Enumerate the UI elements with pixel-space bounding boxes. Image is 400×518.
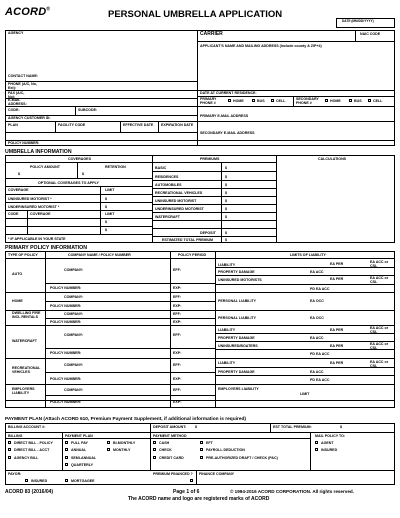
method-payroll-checkbox[interactable] (200, 448, 203, 451)
type-auto: AUTO (12, 272, 23, 276)
payment-plan-label: PAYMENT PLAN (65, 434, 93, 438)
primary-section-title: PRIMARY POLICY INFORMATION (5, 245, 87, 251)
primary-email-label: PRIMARY E-MAIL ADDRESS (200, 114, 249, 118)
plan-quarterly-checkbox[interactable] (65, 463, 68, 466)
phone-label: PHONE (A/C, No, Ext): (8, 82, 37, 90)
primary-home-checkbox[interactable] (228, 99, 231, 102)
retention-label: RETENTION (105, 165, 126, 169)
acord-logo: ACORD® (5, 6, 51, 18)
type-employers: EMPLOYERS LIABILITY (12, 387, 35, 395)
email-label: E-MAIL ADDRESS: (8, 98, 27, 106)
premium-residences: RESIDENCES (155, 175, 179, 179)
col-type: TYPE OF POLICY (8, 253, 38, 257)
method-cash-checkbox[interactable] (153, 441, 156, 444)
umbrella-block (5, 155, 395, 243)
billing-direct-policy-checkbox[interactable] (8, 441, 11, 444)
financed-yes-checkbox[interactable] (190, 479, 193, 482)
page-indicator: Page 1 of 6 (173, 489, 200, 495)
date-label: DATE (MM/DD/YYYY) (342, 19, 374, 23)
date-residence-label: DATE AT CURRENT RESIDENCE: (200, 91, 257, 95)
method-check-checkbox[interactable] (153, 448, 156, 451)
primary-bus-checkbox[interactable] (252, 99, 255, 102)
method-credit-card-checkbox[interactable] (153, 456, 156, 459)
limit-col-label: LIMIT (105, 188, 115, 192)
policy-number-label: POLICY NUMBER: (8, 141, 40, 145)
contact-name-label: CONTACT NAME: (8, 74, 39, 78)
coverages-header: COVERAGES (68, 157, 91, 161)
carrier-label: CARRIER (200, 31, 223, 37)
estimated-total-label: ESTIMATED TOTAL PREMIUM (162, 238, 214, 242)
policy-amount-label: POLICY AMOUNT (30, 165, 60, 169)
coverage-col-label-2: COVERAGE (30, 212, 51, 216)
premium-um: UNINSURED MOTORIST (155, 199, 197, 203)
billing-account-label: BILLING ACCOUNT #: (8, 425, 46, 429)
premium-automobiles: AUTOMOBILES (155, 183, 182, 187)
secondary-home-checkbox[interactable] (325, 99, 328, 102)
secondary-cell-checkbox[interactable] (368, 99, 371, 102)
type-home: HOME (12, 299, 23, 303)
billing-direct-acct-checkbox[interactable] (8, 448, 11, 451)
premium-basic: BASIC (155, 166, 167, 170)
payor-insured-checkbox[interactable] (25, 479, 28, 482)
type-watercraft: WATERCRAFT (12, 339, 37, 343)
umbrella-footnote: * IF APPLICABLE IN YOUR STATE (8, 237, 66, 241)
plan-semi-annual-checkbox[interactable] (65, 456, 68, 459)
billing-agency-checkbox[interactable] (8, 456, 11, 459)
plan-monthly-checkbox[interactable] (107, 448, 110, 451)
primary-phone-label: PRIMARY PHONE # (200, 97, 217, 105)
optional-coverages-label: OPTIONAL COVERAGES TO APPLY (38, 181, 99, 185)
plan-bi-monthly-checkbox[interactable] (107, 441, 110, 444)
plan-annual-checkbox[interactable] (65, 448, 68, 451)
col-company: COMPANY NAME / POLICY NUMBER (68, 253, 131, 257)
deposit-amount-label: DEPOSIT AMOUNT: (153, 425, 187, 429)
type-dwelling: DWELLING FIRE INCL RENTALS (12, 311, 41, 319)
optional-row-um: UNINSURED MOTORIST * (8, 197, 52, 201)
method-pac-checkbox[interactable] (200, 456, 203, 459)
secondary-email-label: SECONDARY E-MAIL ADDRESS (200, 131, 255, 135)
limit-col-label-2: LIMIT (105, 212, 115, 216)
mail-policy-label: MAIL POLICY TO: (315, 434, 346, 438)
secondary-phone-label: SECONDARY PHONE # (296, 97, 319, 105)
subcode-label: SUBCODE: (78, 108, 98, 112)
premium-uim: UNDERINSURED MOTORIST (155, 207, 204, 211)
umbrella-section-title: UMBRELLA INFORMATION (5, 149, 72, 155)
mail-insured-checkbox[interactable] (315, 448, 318, 451)
form-title: PERSONAL UMBRELLA APPLICATION (108, 9, 283, 20)
fax-label: FAX (A/C, No): (8, 91, 25, 99)
plan-full-pay-checkbox[interactable] (65, 441, 68, 444)
deposit-label: DEPOSIT (200, 231, 216, 235)
expiration-date-label: EXPIRATION DATE (161, 123, 194, 127)
facility-code-label: FACILITY CODE (58, 123, 86, 127)
payor-label: PAYOR: (8, 472, 22, 476)
code-col-label: CODE (8, 212, 19, 216)
agency-customer-id-label: AGENCY CUSTOMER ID: (8, 116, 51, 120)
copyright: © 1994-2016 ACORD CORPORATION. All rights reserved. (230, 489, 354, 494)
effective-date-label: EFFECTIVE DATE (123, 123, 154, 127)
secondary-bus-checkbox[interactable] (349, 99, 352, 102)
col-limits: LIMITS OF LIABILITY (290, 253, 326, 257)
code-label: CODE: (8, 108, 20, 112)
payment-section-title: PAYMENT PLAN (Attach ACORD 610, Premium Payment Supplement, if additional information is required) (5, 417, 247, 422)
method-eft-checkbox[interactable] (200, 441, 203, 444)
premiums-header: PREMIUMS (200, 157, 220, 161)
primary-cell-checkbox[interactable] (271, 99, 274, 102)
trademark: The ACORD name and logo are registered marks of ACORD (128, 496, 270, 502)
est-total-label: EST TOTAL PREMIUM: (273, 425, 312, 429)
coverage-col-label: COVERAGE (8, 188, 29, 192)
billing-label: BILLING (8, 434, 23, 438)
premium-watercraft: WATERCRAFT (155, 215, 180, 219)
premium-rec-vehicles: RECREATIONAL VEHICLES (155, 191, 203, 195)
premium-financed-label: PREMIUM FINANCED ? (153, 472, 193, 476)
col-period: POLICY PERIOD (178, 253, 207, 257)
payor-mortgagee-checkbox[interactable] (65, 479, 68, 482)
optional-row-uim: UNDERINSURED MOTORIST * (8, 205, 60, 209)
plan-label: PLAN (8, 123, 18, 127)
calculations-header: CALCULATIONS (318, 157, 347, 161)
naic-label: NAIC CODE (360, 32, 381, 36)
agency-label: AGENCY (8, 31, 24, 35)
mail-agent-checkbox[interactable] (315, 441, 318, 444)
form-id: ACORD 83 (2016/04) (5, 489, 54, 495)
payment-method-label: PAYMENT METHOD (153, 434, 187, 438)
type-rv: RECREATIONAL VEHICLES (12, 366, 41, 374)
finance-company-label: FINANCE COMPANY (199, 472, 235, 476)
applicant-name-label: APPLICANT'S NAME AND MAILING ADDRESS (Include county & ZIP+4) (200, 44, 322, 48)
